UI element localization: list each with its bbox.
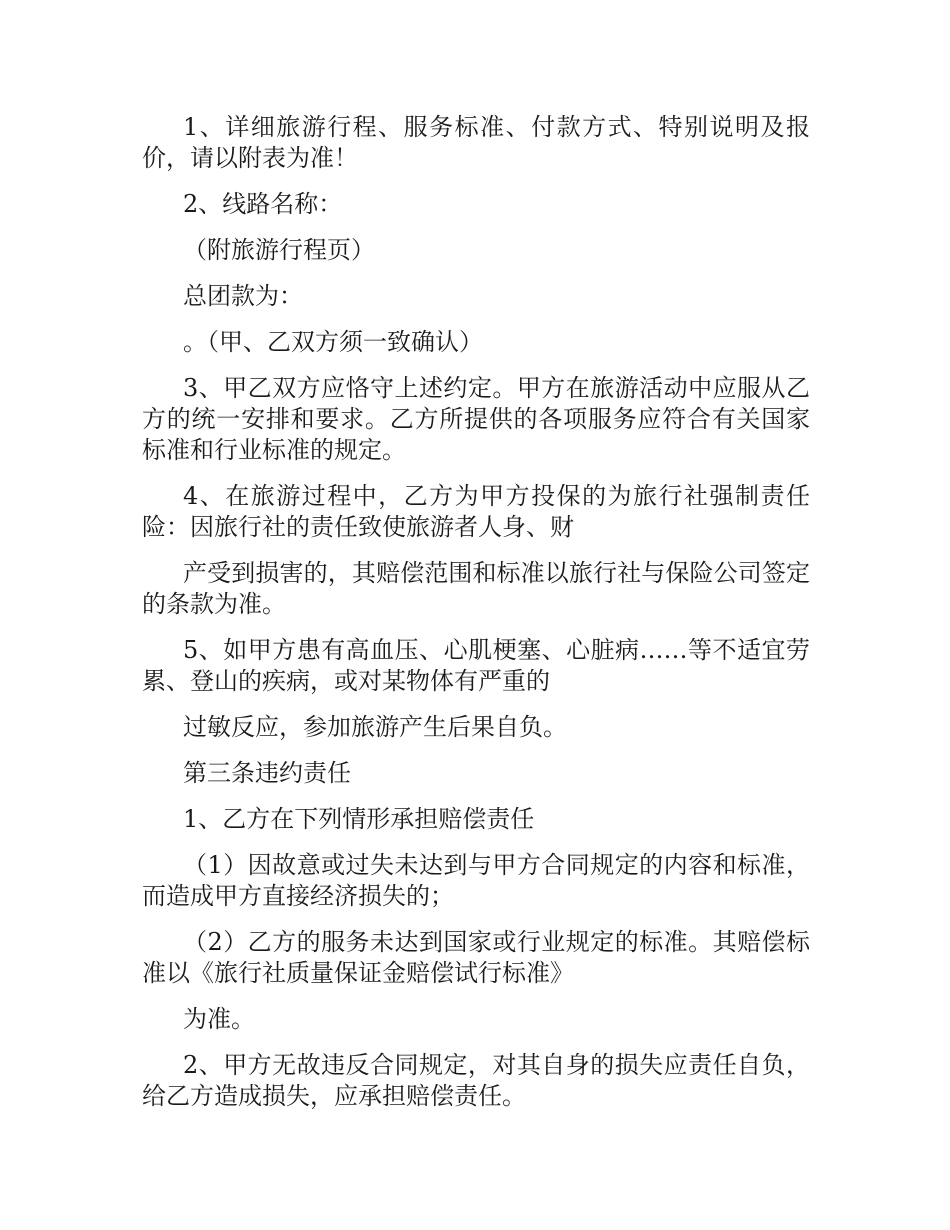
paragraph-liability-1: 1、乙方在下列情形承担赔偿责任 [183,805,535,833]
paragraph-liability-1-sub-2-continued: 为准。 [183,1005,255,1033]
paragraph-itinerary-attachment: （附旅游行程页） [183,236,375,264]
paragraph-route-name: 2、线路名称： [183,190,343,218]
paragraph-liability-1-sub-2: （2）乙方的服务未达到国家或行业规定的标准。其赔偿标准以《旅行社质量保证金赔偿试行标准》 [142,928,810,987]
paragraph-item-3: 3、甲乙双方应恪守上述约定。甲方在旅游活动中应服从乙方的统一安排和要求。乙方所提供的各项服务应符合有关国家标准和行业标准的规定。 [142,374,810,464]
paragraph-liability-2: 2、甲方无故违反合同规定，对其自身的损失应责任自负，给乙方造成损失，应承担赔偿责任。 [142,1051,810,1110]
paragraph-confirmation: 。（甲、乙双方须一致确认） [183,328,483,356]
paragraph-item-5-continued: 过敏反应，参加旅游产生后果自负。 [183,713,567,741]
paragraph-liability-1-sub-1: （1）因故意或过失未达到与甲方合同规定的内容和标准，而造成甲方直接经济损失的； [142,851,810,910]
paragraph-item-5: 5、如甲方患有高血压、心肌梗塞、心脏病……等不适宜劳累、登山的疾病，或对某物体有严重的 [142,636,810,695]
paragraph-item-4-continued: 产受到损害的，其赔偿范围和标准以旅行社与保险公司签定的条款为准。 [142,559,810,618]
paragraph-item-1: 1、详细旅游行程、服务标准、付款方式、特别说明及报价，请以附表为准！ [142,113,810,172]
paragraph-item-4: 4、在旅游过程中，乙方为甲方投保的为旅行社强制责任险：因旅行社的责任致使旅游者人身、财 [142,482,810,541]
document-page [142,112,810,1127]
section-heading-article-3: 第三条违约责任 [183,759,351,787]
paragraph-total-payment: 总团款为： [183,282,303,310]
